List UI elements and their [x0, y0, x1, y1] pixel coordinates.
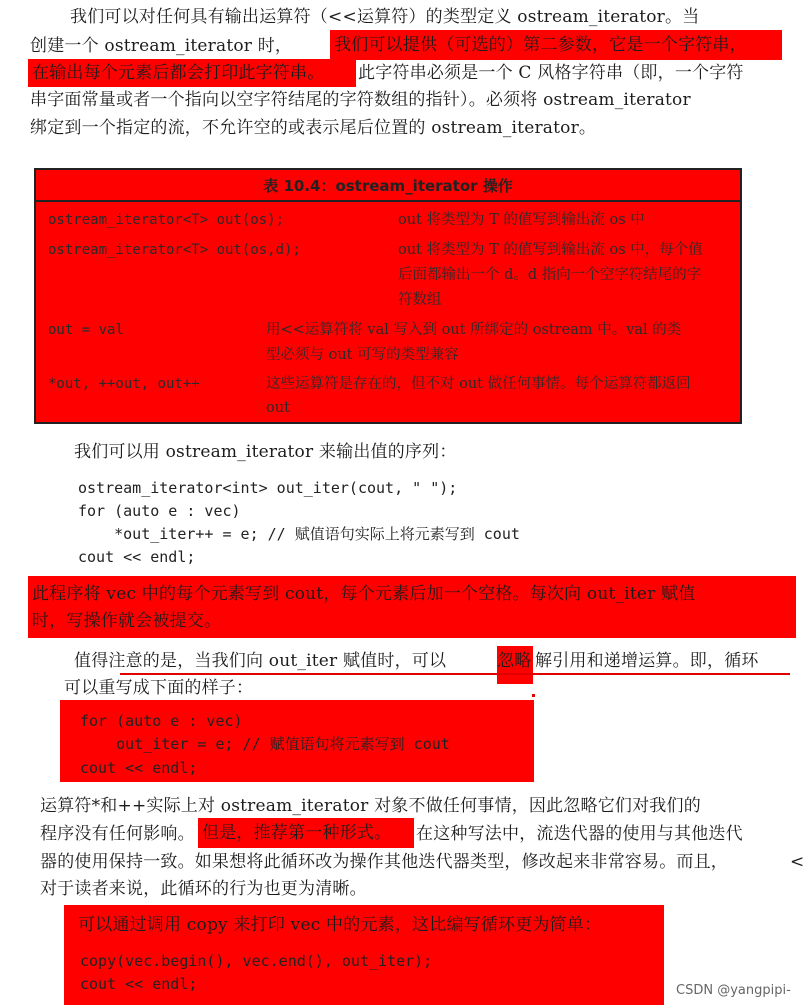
- code-line: cout << endl;: [80, 759, 198, 777]
- para2: 我们可以用 ostream_iterator 来输出值的序列：: [74, 442, 457, 462]
- para1-line3b: 此字符串必须是一个 C 风格字符串（即，一个字符: [358, 63, 744, 83]
- table-row-desc: 型必须与 out 可写的类型兼容: [266, 347, 459, 363]
- para4-highlight-word: 忽略: [497, 646, 533, 684]
- para5-highlight: 但是，推荐第一种形式。: [198, 818, 414, 848]
- table-title: 表 10.4：ostream_iterator 操作: [263, 177, 513, 195]
- para5-line2a: 程序没有任何影响。: [40, 824, 195, 844]
- table-row-op: ostream_iterator<T> out(os);: [48, 212, 285, 228]
- table-row-op: out = val: [48, 322, 124, 338]
- table-row-desc: out: [266, 400, 290, 416]
- para4-line1a: 值得注意的是，当我们向 out_iter 赋值时，可以: [74, 651, 447, 671]
- code-line: out_iter = e; // 赋值语句将元素写到 cout: [80, 735, 450, 753]
- red-dot-mark: [532, 694, 535, 697]
- para4-underline: [120, 673, 790, 675]
- para1-line2-highlight: 我们可以提供（可选的）第二参数，它是一个字符串，: [330, 30, 782, 60]
- code-line: for (auto e : vec): [78, 502, 241, 520]
- para1-line5: 绑定到一个指定的流，不允许空的或表示尾后位置的 ostream_iterator。: [30, 118, 597, 138]
- para5-line3: 器的使用保持一致。如果想将此循环改为操作其他迭代器类型，修改起来非常容易。而且，: [40, 852, 728, 872]
- table-row-desc: out 将类型为 T 的值写到输出流 os 中: [398, 212, 645, 228]
- margin-mark: <: [790, 852, 804, 872]
- para1-line1: 我们可以对任何具有输出运算符（<<运算符）的类型定义 ostream_iterator。当: [70, 7, 700, 27]
- table-row-desc: 后面都输出一个 d。d 指向一个空字符结尾的字: [398, 267, 702, 283]
- code-line: for (auto e : vec): [80, 712, 243, 730]
- table-row-desc: out 将类型为 T 的值写到输出流 os 中，每个值: [398, 242, 703, 258]
- para5-line1: 运算符*和++实际上对 ostream_iterator 对象不做任何事情，因此忽略它们对我们的: [40, 796, 701, 816]
- para3-line1: 此程序将 vec 中的每个元素写到 cout，每个元素后加一个空格。每次向 out_iter 赋值: [32, 584, 696, 604]
- code-line: cout << endl;: [78, 548, 196, 566]
- table-row-op: ostream_iterator<T> out(os,d);: [48, 242, 301, 258]
- table-row-desc: 用<<运算符将 val 写入到 out 所绑定的 ostream 中。val 的类: [266, 322, 682, 338]
- table-row-desc: 这些运算符是存在的，但不对 out 做任何事情。每个运算符都返回: [266, 376, 691, 392]
- code-line: copy(vec.begin(), vec.end(), out_iter);: [80, 952, 433, 970]
- table-row-desc: 符数组: [398, 292, 442, 308]
- para1-line3-highlight: 在输出每个元素后都会打印此字符串。: [28, 59, 356, 87]
- code-line: *out_iter++ = e; // 赋值语句实际上将元素写到 cout: [78, 525, 520, 543]
- table-row-op: *out, ++out, out++: [48, 376, 200, 392]
- para5-line2c: 在这种写法中，流迭代器的使用与其他迭代: [416, 824, 743, 844]
- code-line: cout << endl;: [80, 975, 198, 993]
- para3-line2: 时，写操作就会被提交。: [32, 611, 222, 631]
- para4-line1c: 解引用和递增运算。即，循环: [535, 651, 759, 671]
- watermark: CSDN @yangpipi-: [676, 983, 791, 998]
- code-line: ostream_iterator<int> out_iter(cout, " ");: [78, 479, 458, 497]
- para1-line2a: 创建一个 ostream_iterator 时，: [30, 36, 293, 56]
- para5-line4: 对于读者来说，此循环的行为也更为清晰。: [40, 879, 367, 899]
- para4-line2: 可以重写成下面的样子：: [64, 678, 254, 698]
- box3-text: 可以通过调用 copy 来打印 vec 中的元素，这比编写循环更为简单：: [78, 915, 602, 935]
- ostream-iterator-table: [34, 168, 742, 424]
- para1-line4: 串字面常量或者一个指向以空字符结尾的字符数组的指针）。必须将 ostream_iterator: [30, 90, 691, 110]
